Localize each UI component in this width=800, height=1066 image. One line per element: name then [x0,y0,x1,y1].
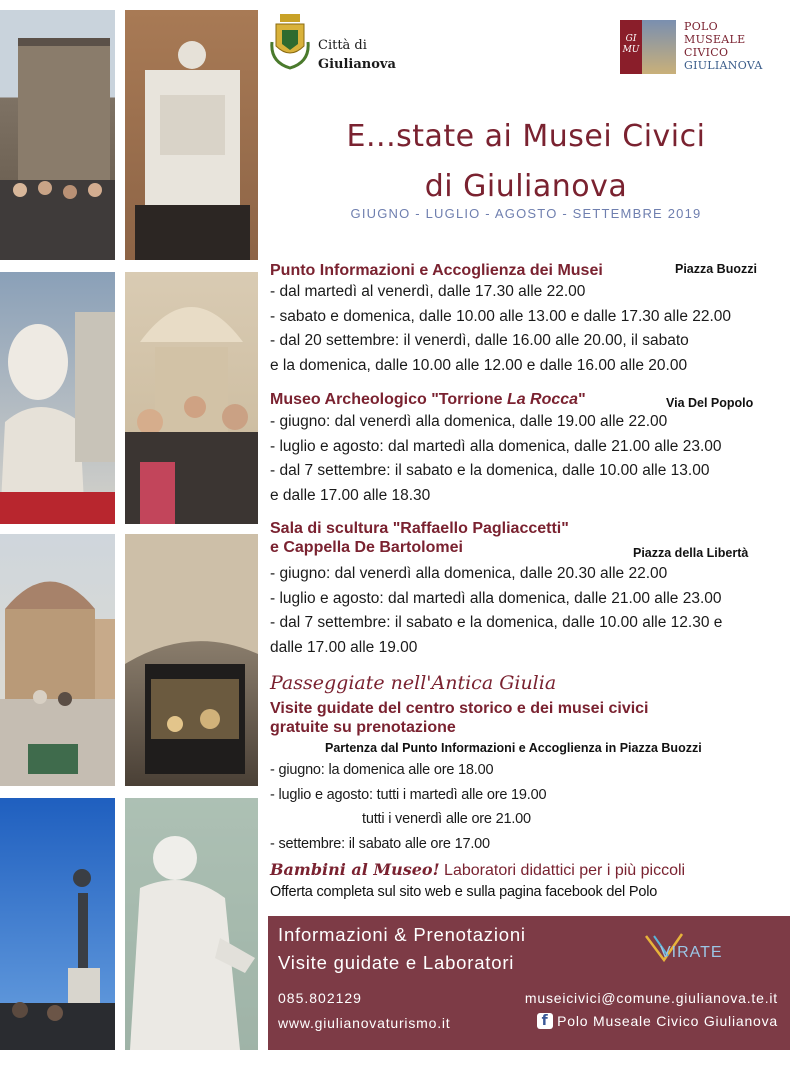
title-line-2: di Giulianova [424,169,628,204]
giulianova-coat-of-arms-icon [270,14,310,72]
season-subtitle: GIUGNO - LUGLIO - AGOSTO - SETTEMBRE 2019 [350,206,702,221]
hours-line: e la domenica, dalle 10.00 alle 12.00 e dalle 16.00 alle 20.00 [270,356,688,374]
photo-archaeology-showcase [125,534,258,786]
hours-line: - sabato e domenica, dalle 10.00 alle 13.00 e dalle 17.30 alle 22.00 [270,307,732,325]
photo-statue-square [0,798,115,1050]
info-box [268,916,790,1050]
section-archaeology-hours [270,410,722,508]
section-info-point-place: Piazza Buozzi [675,262,757,276]
section-info-point-hours [270,280,731,378]
polo-line: MUSEALE [684,33,746,46]
virate-logo [642,930,722,966]
photo-torrione-tower [0,10,115,260]
photo-seated-statue [125,798,258,1050]
photo-bust-sculpture [0,272,115,524]
polo-line: GIULIANOVA [684,59,763,72]
walk-line: - settembre: il sabato alle ore 17.00 [270,835,490,852]
offer-note: Offerta completa sul sito web e sulla pagina facebook del Polo [270,884,658,900]
hours-line: - giugno: dal venerdì alla domenica, dalle 19.00 alle 22.00 [270,413,668,430]
facebook-page-name[interactable]: Polo Museale Civico Giulianova [557,1013,778,1029]
title-line-1: Sala di scultura "Raffaello Pagliaccetti" [270,520,569,537]
hours-line: e dalle 17.00 alle 18.30 [270,486,431,504]
walks-departure: Partenza dal Punto Informazioni e Accoglienza in Piazza Buozzi [325,741,702,755]
city-label [318,36,396,74]
section-info-point-title: Punto Informazioni e Accoglienza dei Musei [270,262,603,279]
info-title-1: Informazioni & Prenotazioni [278,924,526,945]
hours-line: - giugno: dal venerdì alla domenica, dalle 20.30 alle 22.00 [270,565,668,582]
walks-subtitle-line-2: gratuite su prenotazione [270,719,456,736]
walks-subtitle [270,699,649,737]
walk-line: - giugno: la domenica alle ore 18.00 [270,762,494,778]
city-name: Giulianova [318,57,396,72]
polo-line: CIVICO [684,46,729,59]
hours-line: - luglio e agosto: dal martedì alla domenica, dalle 21.00 alle 23.00 [270,437,722,455]
hours-line: dalle 17.00 alle 19.00 [270,638,418,656]
section-archaeology-place: Via Del Popolo [666,396,754,410]
kids-label: Bambini al Museo! [270,860,440,879]
info-email[interactable]: museicivici@comune.giulianova.te.it [524,990,778,1006]
section-sculpture-place: Piazza della Libertà [633,546,749,560]
info-website[interactable]: www.giulianovaturismo.it [278,1015,451,1031]
walks-subtitle-line-1: Visite guidate del centro storico e dei musei civici [270,700,649,717]
polo-photo [642,20,676,74]
title-part: " [578,391,586,408]
polo-badge: GI MU [620,20,642,74]
title-line-1: E...state ai Musei Civici [346,119,706,154]
photo-dome-church [0,534,115,786]
hours-line: - dal martedì al venerdì, dalle 17.30 alle 22.00 [270,283,586,300]
kids-text: Laboratori didattici per i più piccoli [439,862,686,879]
polo-line: POLO [684,20,718,33]
virate-text: VIRATE [660,944,723,961]
city-prefix: Città di [318,38,367,53]
title-part: Museo Archeologico "Torrione [270,391,507,408]
section-archaeology-title [270,390,586,409]
page-title [262,112,790,212]
walks-schedule [270,758,546,856]
photo-chapel-visitors [125,272,258,524]
info-phone[interactable]: 085.802129 [278,990,362,1006]
info-facebook[interactable] [537,1013,778,1029]
walk-line: tutti i venerdì alle ore 21.00 [362,811,531,827]
walk-line: - luglio e agosto: tutti i martedì alle ore 19.00 [270,786,547,803]
polo-museale-text [684,20,763,72]
title-italic: La Rocca [506,391,579,408]
polo-museale-logo [620,20,676,74]
photo-monument-tomb [125,10,258,260]
facebook-icon: f [537,1013,553,1029]
hours-line: - dal 20 settembre: il venerdì, dalle 16.00 alle 20.00, il sabato [270,332,689,349]
section-sculpture-title [270,519,569,557]
walks-script-title: Passeggiate nell'Antica Giulia [270,672,557,694]
hours-line: - luglio e agosto: dal martedì alla domenica, dalle 21.00 alle 23.00 [270,589,722,607]
title-line-2: e Cappella De Bartolomei [270,539,463,556]
hours-line: - dal 7 settembre: il sabato e la domenica, dalle 10.00 alle 12.30 e [270,614,723,631]
info-title-2: Visite guidate e Laboratori [278,952,515,973]
kids-workshops [270,860,685,880]
hours-line: - dal 7 settembre: il sabato e la domenica, dalle 10.00 alle 13.00 [270,462,710,479]
section-sculpture-hours [270,562,722,660]
